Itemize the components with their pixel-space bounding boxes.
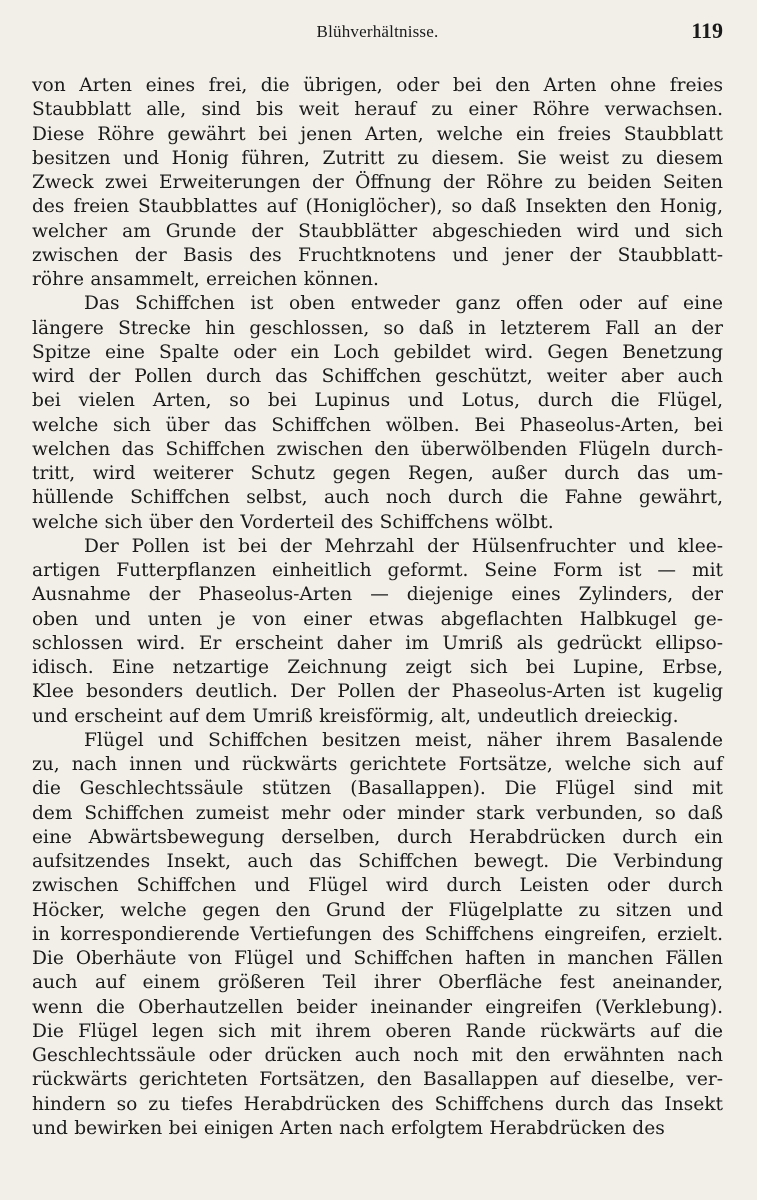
text-line: bei vielen Arten, so bei Lupinus und Lotus, durch die Flügel, [32,390,723,412]
text-line: zu, nach innen und rückwärts gerichtete Fortsätze, welche sich auf [32,754,723,775]
text-line: Höcker, welche gegen den Grund der Flügelplatte zu sitzen und [32,899,723,921]
text-line: eine Abwärtsbewegung derselben, durch Herabdrücken durch ein [32,826,723,848]
text-line: des freien Staubblattes auf (Honiglöcher), so daß Insekten den Honig, [32,196,723,218]
text-line: Die Oberhäute von Flügel und Schiffchen haften in manchen Fällen [32,948,723,969]
text-line: längere Strecke hin geschlossen, so daß in letzterem Fall an der [32,317,723,339]
text-line: auch auf einem größeren Teil ihrer Oberfläche fest aneinander, [32,972,723,994]
text-line: welcher am Grunde der Staubblätter abgeschieden wird und sich [32,220,723,242]
text-line: Geschlechtssäule oder drücken auch noch mit den erwähnten nach [32,1045,723,1066]
text-line: tritt, wird weiterer Schutz gegen Regen, außer durch das um- [32,463,723,484]
text-line: artigen Futterpflanzen einheitlich geformt. Seine Form ist — mit [32,560,723,581]
text-line: Ausnahme der Phaseolus-Arten — diejenige eines Zylinders, der [32,584,723,606]
text-line: oben und unten je von einer etwas abgeflachten Halbkugel ge- [32,608,723,630]
text-line: aufsitzendes Insekt, auch das Schiffchen bewegt. Die Verbindung [32,851,723,872]
text-line: Der Pollen ist bei der Mehrzahl der Hülsenfruchter und klee- [84,535,723,557]
running-head [32,16,723,50]
text-line: hindern so zu tiefes Herabdrücken des Schiffchens durch das Insekt [32,1093,723,1115]
text-line: Flügel und Schiffchen besitzen meist, näher ihrem Basalende [84,729,723,751]
text-line: Die Flügel legen sich mit ihrem oberen Rande rückwärts auf die [32,1020,723,1042]
text-line: zwischen der Basis des Fruchtknotens und jener der Staubblatt- [32,244,723,266]
text-line: besitzen und Honig führen, Zutritt zu diesem. Sie weist zu diesem [32,147,723,169]
text-line: in korrespondierende Vertiefungen des Schiffchens eingreifen, erzielt. [32,923,723,945]
text-line: wird der Pollen durch das Schiffchen geschützt, weiter aber auch [32,366,723,387]
paragraph [32,535,723,729]
text-line: wenn die Oberhautzellen beider ineinander eingreifen (Verklebung). [32,996,723,1018]
text-line: schlossen wird. Er erscheint daher im Umriß als gedrückt ellipso- [32,632,723,654]
page-number: 119 [691,18,723,43]
text-line: welche sich über das Schiffchen wölben. Bei Phaseolus-Arten, bei [32,414,723,436]
text-line: röhre ansammelt, erreichen können. [32,269,379,290]
text-line: rückwärts gerichteten Fortsätzen, den Basallappen auf dieselbe, ver- [32,1069,723,1091]
text-line: Zweck zwei Erweiterungen der Öffnung der Röhre zu beiden Seiten [32,172,723,193]
text-line: und bewirken bei einigen Arten nach erfolgtem Herabdrücken des [32,1117,665,1139]
text-line: welche sich über den Vorderteil des Schiffchens wölbt. [32,511,554,533]
text-line: die Geschlechtssäule stützen (Basallappen). Die Flügel sind mit [32,778,723,800]
paragraph [32,292,723,535]
text-line: und erscheint auf dem Umriß kreisförmig, alt, undeutlich dreieckig. [32,705,679,727]
running-title: Blühverhältnisse. [316,22,439,41]
text-line: Staubblatt alle, sind bis weit herauf zu einer Röhre verwachsen. [32,99,723,121]
paragraph [32,74,723,292]
text-line: dem Schiffchen zumeist mehr oder minder stark verbunden, so daß [32,802,723,824]
text-line: idisch. Eine netzartige Zeichnung zeigt sich bei Lupine, Erbse, [32,657,723,678]
text-line: zwischen Schiffchen und Flügel wird durch Leisten oder durch [32,875,723,897]
text-line: von Arten eines frei, die übrigen, oder bei den Arten ohne freies [32,75,723,96]
body-text [32,74,723,1141]
text-line: hüllende Schiffchen selbst, auch noch durch die Fahne gewährt, [32,487,723,509]
text-line: Klee besonders deutlich. Der Pollen der Phaseolus-Arten ist kugelig [32,681,723,703]
text-line: welchen das Schiffchen zwischen den überwölbenden Flügeln durch- [32,438,723,460]
text-line: Das Schiffchen ist oben entweder ganz offen oder auf eine [84,293,723,315]
text-line: Spitze eine Spalte oder ein Loch gebildet wird. Gegen Benetzung [32,341,723,363]
paragraph [32,729,723,1141]
text-line: Diese Röhre gewährt bei jenen Arten, welche ein freies Staubblatt [32,123,723,145]
